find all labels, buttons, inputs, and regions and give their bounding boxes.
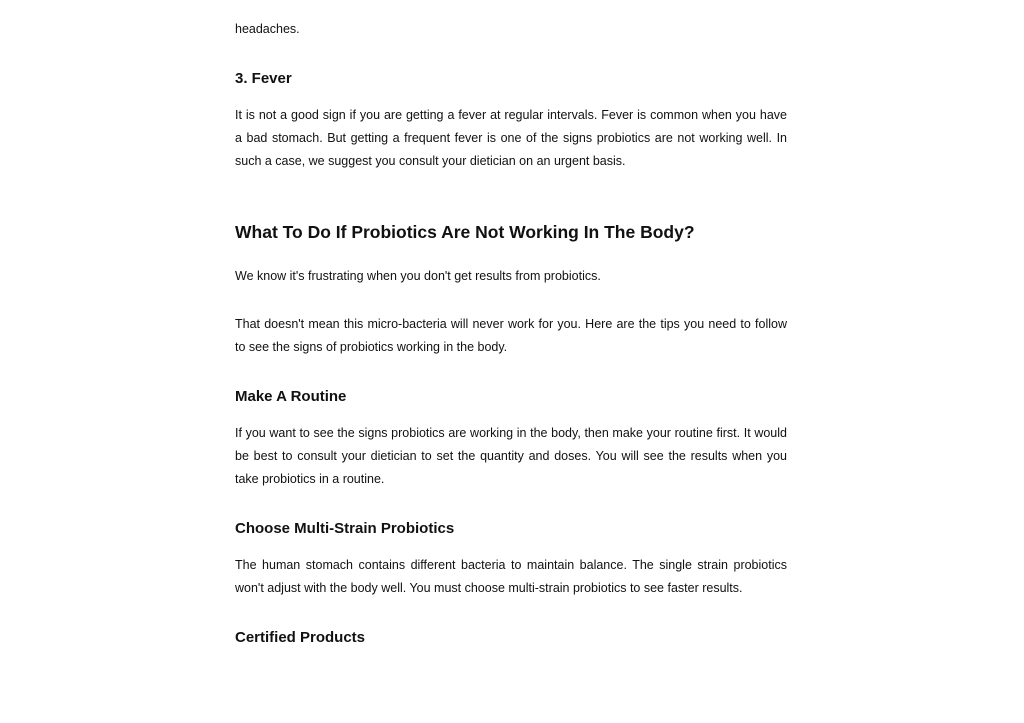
heading-fever: 3. Fever — [235, 70, 292, 87]
paragraph-multi-strain: The human stomach contains different bacteria to maintain balance. The single strain probiotics won't adjust with the body well. You must choose multi-strain probiotics to see faster results. — [235, 558, 787, 595]
heading-make-a-routine: Make A Routine — [235, 388, 347, 405]
paragraph-intro-tail: headaches. — [235, 22, 300, 36]
heading-what-to-do: What To Do If Probiotics Are Not Working In The Body? — [235, 222, 695, 242]
heading-certified-products: Certified Products — [235, 629, 366, 646]
paragraph-tips: That doesn't mean this micro-bacteria will never work for you. Here are the tips you need to follow to see the signs of probiotics working in the body. — [235, 317, 787, 354]
paragraph-fever: It is not a good sign if you are getting a fever at regular intervals. Fever is common when you have a bad stomach. But getting a frequent fever is one of the signs probiotics are not working well. In such a case, we suggest you consult your dietician on an urgent basis. — [235, 108, 787, 168]
paragraph-frustrating: We know it's frustrating when you don't get results from probiotics. — [235, 269, 601, 283]
paragraph-routine: If you want to see the signs probiotics are working in the body, then make your routine first. It would be best to consult your dietician to set the quantity and doses. You will see the results when you take probiotics in a routine. — [235, 426, 787, 486]
heading-multi-strain: Choose Multi-Strain Probiotics — [235, 520, 455, 537]
